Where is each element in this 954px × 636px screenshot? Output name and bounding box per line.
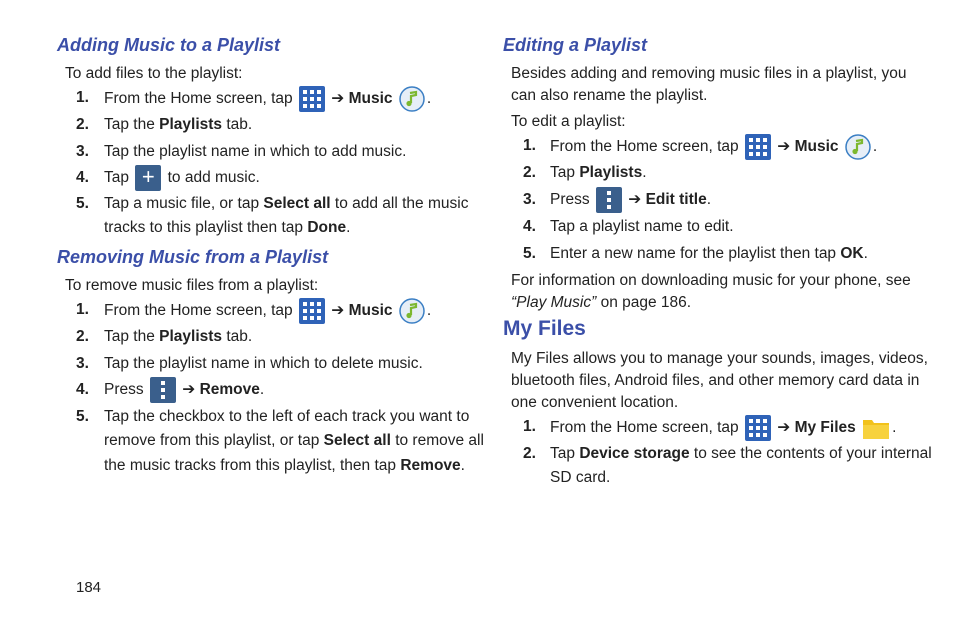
apps-grid-icon bbox=[745, 134, 771, 160]
editing-step-1 bbox=[550, 134, 877, 160]
step-bold: Select all bbox=[323, 432, 391, 449]
step-number: 3. bbox=[523, 191, 536, 208]
step-text: remove from this playlist, or tap bbox=[104, 432, 324, 449]
apps-grid-icon bbox=[299, 298, 325, 324]
myfiles-paragraph-line-1: My Files allows you to manage your sounds, images, videos, bbox=[511, 350, 928, 367]
myfiles-step-1 bbox=[550, 415, 896, 441]
adding-step-5 bbox=[104, 192, 468, 216]
step-number: 1. bbox=[523, 418, 536, 435]
step-number: 1. bbox=[76, 301, 89, 318]
step-bold: Done bbox=[307, 219, 347, 236]
step-number: 3. bbox=[76, 355, 89, 372]
arrow: ➔ bbox=[777, 138, 791, 156]
step-text: . bbox=[460, 457, 465, 474]
step-text: . bbox=[863, 245, 868, 262]
removing-step-5: Tap the checkbox to the left of each track you want to bbox=[104, 408, 470, 425]
adding-intro: To add files to the playlist: bbox=[65, 65, 243, 82]
step-text: to add all the music bbox=[330, 195, 469, 212]
section-title-editing: Editing a Playlist bbox=[503, 35, 648, 55]
step-bold: Music bbox=[348, 302, 393, 320]
editing-paragraph-line-1: Besides adding and removing music files in a playlist, you bbox=[511, 65, 907, 82]
adding-step-5-line-2 bbox=[104, 216, 350, 240]
adding-step-4 bbox=[104, 165, 260, 191]
step-text: to remove all bbox=[390, 432, 484, 449]
step-text: From the Home screen, tap bbox=[550, 138, 743, 156]
step-text: . bbox=[642, 164, 647, 181]
section-title-removing: Removing Music from a Playlist bbox=[57, 247, 329, 267]
step-number: 4. bbox=[523, 218, 536, 235]
step-bold: Music bbox=[348, 90, 393, 108]
step-text: tracks to this playlist then tap bbox=[104, 219, 308, 236]
removing-step-1 bbox=[104, 298, 431, 324]
step-text: . bbox=[706, 191, 712, 209]
step-text: From the Home screen, tap bbox=[104, 302, 297, 320]
myfiles-step-2 bbox=[550, 442, 932, 466]
section-title-my-files: My Files bbox=[503, 317, 586, 340]
myfiles-paragraph-line-3: one convenient location. bbox=[511, 394, 679, 411]
step-number: 1. bbox=[523, 137, 536, 154]
menu-dots-icon bbox=[596, 187, 622, 213]
music-note-icon bbox=[399, 86, 425, 112]
step-text: Press bbox=[104, 381, 148, 399]
step-text: Tap the bbox=[104, 328, 160, 345]
plus-icon: + bbox=[135, 165, 161, 191]
step-text: Tap bbox=[550, 445, 580, 462]
adding-step-2 bbox=[104, 113, 252, 137]
editing-intro: To edit a playlist: bbox=[511, 113, 626, 130]
apps-grid-icon bbox=[299, 86, 325, 112]
step-text: . bbox=[259, 381, 265, 399]
step-number: 5. bbox=[76, 195, 89, 212]
adding-step-1 bbox=[104, 86, 431, 112]
editing-step-3 bbox=[550, 187, 711, 213]
step-number: 2. bbox=[76, 116, 89, 133]
step-bold: OK bbox=[840, 245, 864, 262]
info-text: on page 186. bbox=[596, 294, 692, 311]
step-text: tab. bbox=[222, 116, 253, 133]
step-number: 4. bbox=[76, 381, 89, 398]
removing-step-5-line-3 bbox=[104, 454, 465, 478]
step-bold: Select all bbox=[263, 195, 331, 212]
step-bold: Remove bbox=[400, 457, 461, 474]
step-text: Enter a new name for the playlist then tap bbox=[550, 245, 841, 262]
arrow: ➔ bbox=[182, 381, 196, 399]
arrow: ➔ bbox=[628, 191, 642, 209]
step-number: 1. bbox=[76, 89, 89, 106]
step-text: to add music. bbox=[163, 169, 260, 187]
arrow: ➔ bbox=[777, 419, 791, 437]
editing-paragraph-line-2: can also rename the playlist. bbox=[511, 87, 708, 104]
removing-step-5-line-2 bbox=[104, 429, 484, 453]
removing-step-4 bbox=[104, 377, 264, 403]
step-text: Press bbox=[550, 191, 594, 209]
step-bold: My Files bbox=[794, 419, 856, 437]
editing-step-4: Tap a playlist name to edit. bbox=[550, 218, 734, 235]
myfiles-step-2-line-2: SD card. bbox=[550, 469, 611, 486]
step-bold: Remove bbox=[199, 381, 260, 399]
step-text: tab. bbox=[222, 328, 253, 345]
step-text: From the Home screen, tap bbox=[104, 90, 297, 108]
step-bold: Music bbox=[794, 138, 839, 156]
info-line-2 bbox=[511, 292, 691, 314]
step-text: to see the contents of your internal bbox=[689, 445, 932, 462]
arrow: ➔ bbox=[331, 90, 345, 108]
myfiles-paragraph-line-2: bluetooth files, Android files, and other memory card data in bbox=[511, 372, 920, 389]
step-bold: Playlists bbox=[159, 328, 223, 345]
step-number: 2. bbox=[523, 445, 536, 462]
page-number: 184 bbox=[76, 579, 102, 596]
step-bold: Playlists bbox=[159, 116, 223, 133]
step-text: . bbox=[426, 302, 432, 320]
step-text: . bbox=[892, 419, 897, 437]
section-title-adding: Adding Music to a Playlist bbox=[57, 35, 281, 55]
folder-icon bbox=[862, 416, 890, 440]
step-number: 2. bbox=[523, 164, 536, 181]
info-line-1: For information on downloading music for your phone, see bbox=[511, 272, 911, 289]
play-music-link[interactable]: “Play Music” bbox=[511, 294, 597, 311]
music-note-icon bbox=[845, 134, 871, 160]
step-number: 4. bbox=[76, 169, 89, 186]
step-number: 5. bbox=[523, 245, 536, 262]
step-text: Tap bbox=[104, 169, 134, 187]
removing-step-3: Tap the playlist name in which to delete music. bbox=[104, 355, 423, 372]
removing-step-2 bbox=[104, 325, 252, 349]
step-number: 5. bbox=[76, 408, 89, 425]
step-number: 2. bbox=[76, 328, 89, 345]
arrow: ➔ bbox=[331, 302, 345, 320]
step-text: . bbox=[426, 90, 432, 108]
removing-intro: To remove music files from a playlist: bbox=[65, 277, 319, 294]
step-number: 3. bbox=[76, 143, 89, 160]
music-note-icon bbox=[399, 298, 425, 324]
step-text: Tap the bbox=[104, 116, 160, 133]
step-text: Tap bbox=[550, 164, 580, 181]
step-text: the music tracks from this playlist, then tap bbox=[104, 457, 401, 474]
step-bold: Device storage bbox=[579, 445, 690, 462]
step-bold: Edit title bbox=[645, 191, 707, 209]
step-text: . bbox=[872, 138, 878, 156]
adding-step-3: Tap the playlist name in which to add music. bbox=[104, 143, 407, 160]
editing-step-2 bbox=[550, 161, 647, 185]
step-text: . bbox=[346, 219, 351, 236]
apps-grid-icon bbox=[745, 415, 771, 441]
step-text: Tap a music file, or tap bbox=[104, 195, 264, 212]
menu-dots-icon bbox=[150, 377, 176, 403]
step-bold: Playlists bbox=[579, 164, 643, 181]
editing-step-5 bbox=[550, 242, 868, 266]
step-text: From the Home screen, tap bbox=[550, 419, 743, 437]
